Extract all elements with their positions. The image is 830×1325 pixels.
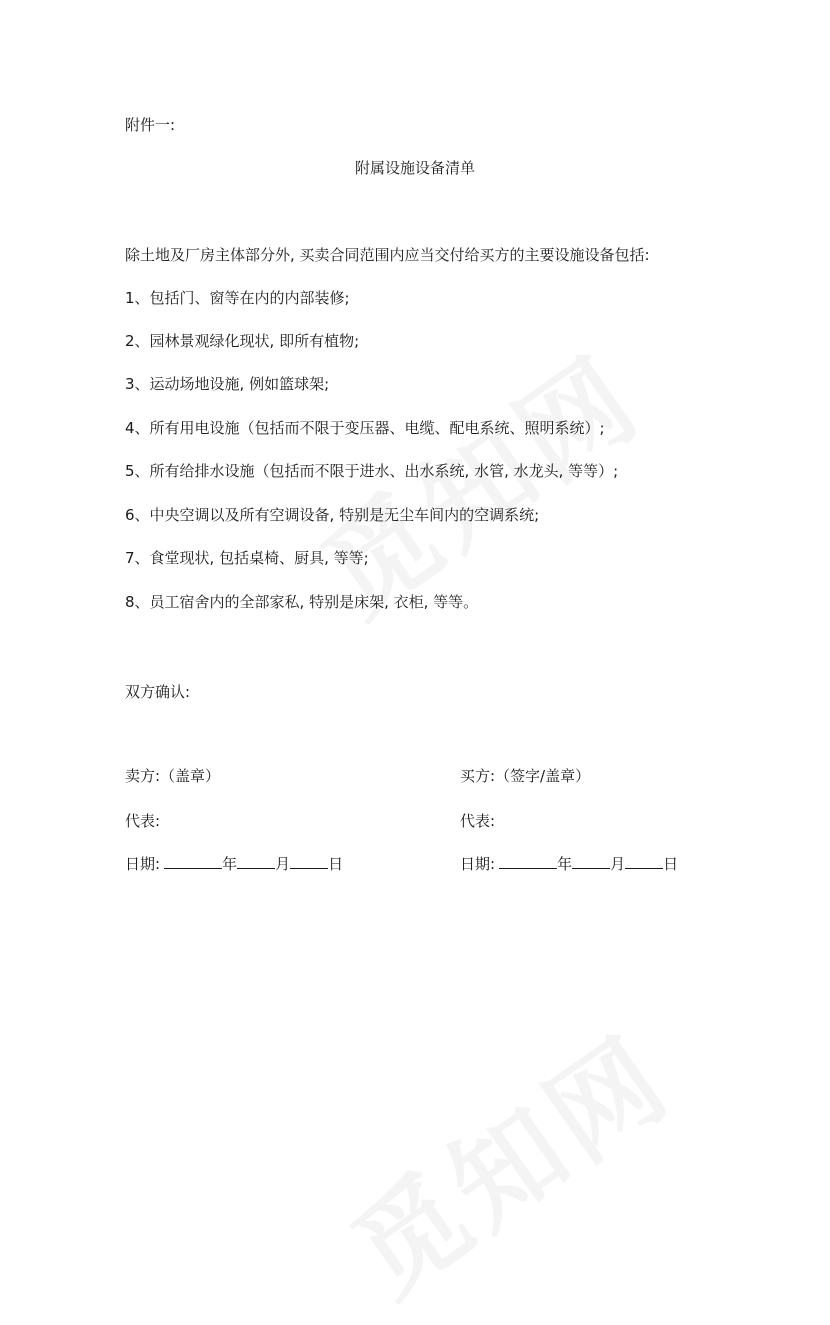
seller-party: 卖方:（盖章） xyxy=(125,767,221,785)
list-item: 7、食堂现状, 包括桌椅、厨具, 等等; xyxy=(125,549,369,567)
buyer-month-label: 月 xyxy=(610,855,626,873)
list-item: 5、所有给排水设施（包括而不限于进水、出水系统, 水管, 水龙头, 等等）; xyxy=(125,462,619,480)
buyer-day-blank[interactable] xyxy=(625,854,663,869)
buyer-date-label: 日期: xyxy=(460,855,496,873)
buyer-month-blank[interactable] xyxy=(572,854,610,869)
buyer-representative: 代表: xyxy=(460,812,496,830)
seller-date-label: 日期: xyxy=(125,855,161,873)
confirmation-heading: 双方确认: xyxy=(125,683,191,701)
seller-year-blank[interactable] xyxy=(164,854,222,869)
buyer-year-blank[interactable] xyxy=(499,854,557,869)
list-item: 4、所有用电设施（包括而不限于变压器、电缆、配电系统、照明系统）; xyxy=(125,419,605,437)
seller-month-label: 月 xyxy=(275,855,291,873)
document-title: 附属设施设备清单 xyxy=(354,159,475,177)
list-item: 2、园林景观绿化现状, 即所有植物; xyxy=(125,332,360,350)
attachment-label: 附件一: xyxy=(125,116,176,134)
seller-day-label: 日 xyxy=(328,855,344,873)
list-item: 1、包括门、窗等在内的内部装修; xyxy=(125,289,350,307)
intro-paragraph: 除土地及厂房主体部分外, 买卖合同范围内应当交付给买方的主要设施设备包括: xyxy=(125,246,650,264)
seller-month-blank[interactable] xyxy=(237,854,275,869)
watermark xyxy=(317,993,698,1325)
buyer-party: 买方:（签字/盖章） xyxy=(460,767,591,785)
seller-representative: 代表: xyxy=(125,812,161,830)
seller-date-line xyxy=(125,854,343,874)
seller-day-blank[interactable] xyxy=(290,854,328,869)
list-item: 8、员工宿舍内的全部家私, 特别是床架, 衣柜, 等等。 xyxy=(125,593,479,611)
list-item: 6、中央空调以及所有空调设备, 特别是无尘车间内的空调系统; xyxy=(125,506,540,524)
list-item: 3、运动场地设施, 例如篮球架; xyxy=(125,375,330,393)
seller-year-label: 年 xyxy=(222,855,238,873)
buyer-day-label: 日 xyxy=(663,855,679,873)
buyer-year-label: 年 xyxy=(557,855,573,873)
buyer-date-line xyxy=(460,854,678,874)
